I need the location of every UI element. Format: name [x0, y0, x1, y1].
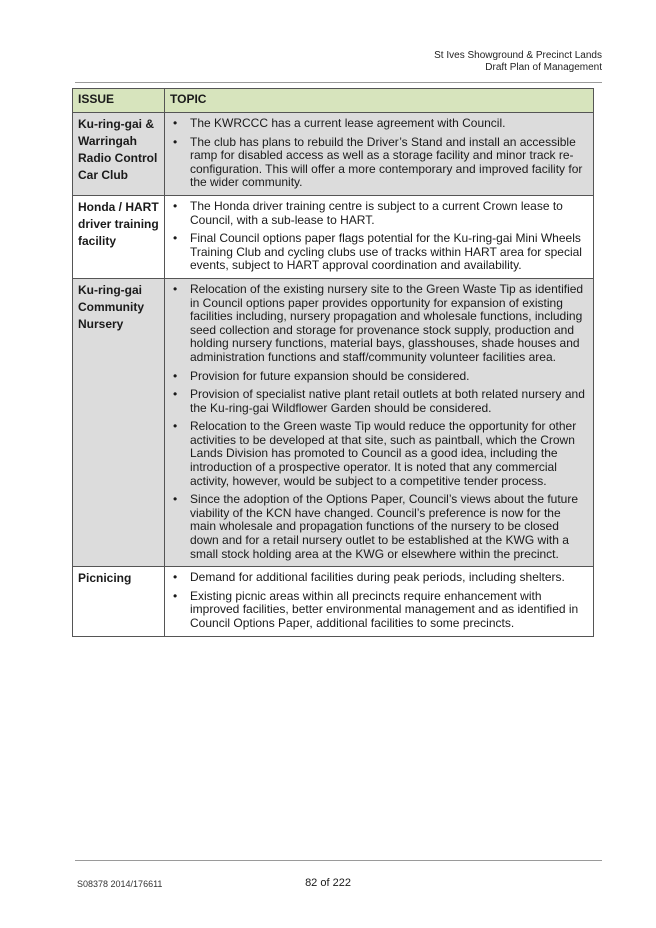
- topic-cell: [165, 195, 594, 278]
- topic-cell: [165, 113, 594, 196]
- header-line-2: Draft Plan of Management: [485, 62, 602, 73]
- issue-cell: Picnicing: [73, 567, 165, 636]
- header-line-1: St Ives Showground & Precinct Lands: [434, 50, 602, 61]
- table-row: [73, 567, 594, 636]
- topic-bullet-list: [170, 283, 588, 561]
- topic-bullet-list: [170, 200, 588, 273]
- topic-cell: [165, 567, 594, 636]
- topic-bullet: • Relocation to the Green waste Tip would reduce the opportunity for other activities to be developed at that site, such as paintball, which the Crown Lands Division has promoted to Council as a good idea, including the introduction of a prospective operator. It is noted that any commercial activity, however, would be subject to a competitive tender process.: [170, 420, 588, 488]
- topic-bullet: • Provision of specialist native plant retail outlets at both related nursery and the Ku-ring-gai Wildflower Garden should be considered.: [170, 388, 588, 415]
- page-header: [434, 50, 602, 74]
- footer-rule: [75, 860, 602, 861]
- page-number: 82 of 222: [305, 877, 351, 889]
- topic-bullet-list: [170, 571, 588, 630]
- document-reference: S08378 2014/176611: [77, 879, 163, 889]
- topic-cell: [165, 278, 594, 566]
- topic-bullet: • Since the adoption of the Options Paper, Council’s views about the future viability of the KCN have changed. Council’s preference is now for the main wholesale and propagation functions of the nursery to be closed down and for a retail nursery outlet to be established at the KWG with a small stock holding area at the KWG or elsewhere within the precinct.: [170, 493, 588, 561]
- column-header-topic: TOPIC: [165, 89, 594, 113]
- topic-bullet: • Existing picnic areas within all precincts require enhancement with improved facilities, better environmental management and as identified in Council Options Paper, additional facilities to some precincts.: [170, 590, 588, 631]
- topic-bullet: • Provision for future expansion should be considered.: [170, 370, 588, 384]
- issue-cell: Ku-ring-gai Community Nursery: [73, 278, 165, 566]
- table-header-row: [73, 89, 594, 113]
- topic-bullet: • The KWRCCC has a current lease agreement with Council.: [170, 117, 588, 131]
- column-header-issue: ISSUE: [73, 89, 165, 113]
- table-row: [73, 113, 594, 196]
- issue-cell: Honda / HART driver training facility: [73, 195, 165, 278]
- header-rule: [75, 82, 602, 83]
- topic-bullet: • The club has plans to rebuild the Driver’s Stand and install an accessible ramp for disabled access as well as a storage facility and minor track re-configuration. This will offer a more contemporary and improved facility for the wider community.: [170, 136, 588, 190]
- issue-cell: Ku-ring-gai & Warringah Radio Control Car Club: [73, 113, 165, 196]
- topic-bullet: • Final Council options paper flags potential for the Ku-ring-gai Mini Wheels Training Club and cycling clubs use of tracks within HART area for special events, subject to HART approval coordination and availability.: [170, 232, 588, 273]
- table-row: [73, 278, 594, 566]
- topic-bullet: • The Honda driver training centre is subject to a current Crown lease to Council, with a sub-lease to HART.: [170, 200, 588, 227]
- topic-bullet: • Relocation of the existing nursery site to the Green Waste Tip as identified in Council options paper provides opportunity for expansion of existing facilities including, nursery propagation and wholesale functions, including seed collection and storage for provenance stock supply, production and holding nursery functions, material bays, glasshouses, shade houses and administration functions and staff/community volunteer facilities area.: [170, 283, 588, 365]
- topic-bullet: • Demand for additional facilities during peak periods, including shelters.: [170, 571, 588, 585]
- topic-bullet-list: [170, 117, 588, 190]
- issues-table: [72, 88, 594, 637]
- table-row: [73, 195, 594, 278]
